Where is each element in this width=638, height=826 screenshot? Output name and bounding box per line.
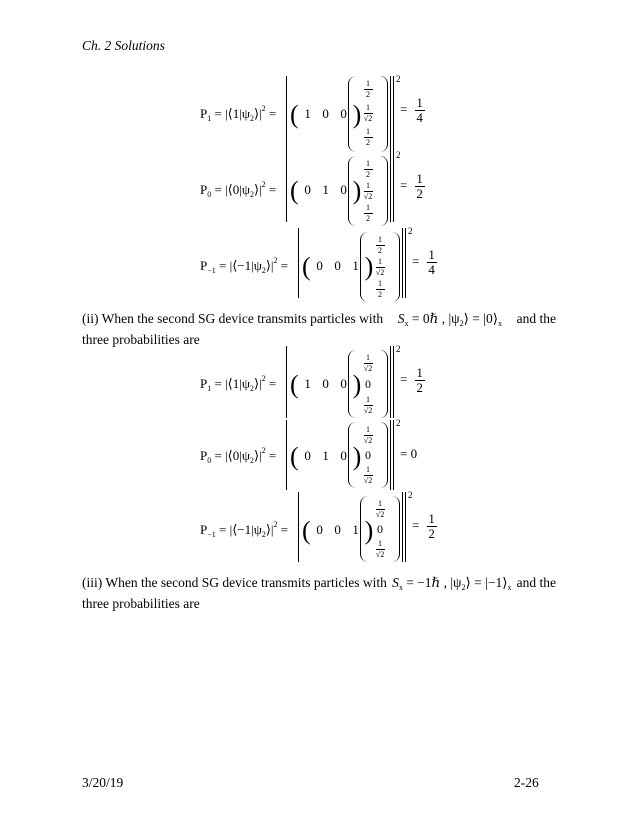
result-value: = $\frac{1}{4}$ (412, 247, 435, 277)
footer-page-number: 2-26 (514, 775, 539, 790)
column-vector: 1 2 1 √2 1 2 (360, 232, 400, 302)
column-vector: 1 2 1 √2 1 2 (348, 156, 388, 226)
equation-pm1-set2: $P_{-1}$ = $|⟨-1|\psi_2⟩|^2$ = ( 0 0 1 ) 1 √2 0 1 √2 2 = $\frac{1}{2}$ (200, 492, 450, 572)
equation-p1-set1: $P_1$ = $|⟨1|\psi_2⟩|^2$ = ( 1 0 0 ) 1 2 1 √2 1 2 2 = $\frac{1}{4}$ (200, 76, 440, 156)
row-vector: ( 1 0 0 ) (290, 370, 362, 399)
equation-lhs: $P_0$ = $|⟨0|\psi_2⟩|^2$ = (200, 446, 277, 465)
column-vector: 1 √2 0 1 √2 (348, 422, 388, 488)
equation-p0-set1: $P_0$ = $|⟨0|\psi_2⟩|^2$ = ( 0 1 0 ) 1 2 1 √2 1 2 2 = $\frac{1}{2}$ (200, 152, 440, 232)
row-vector: ( 0 1 0 ) (290, 442, 362, 471)
footer-date: 3/20/19 (82, 775, 124, 790)
result-value: = 0 (400, 446, 418, 461)
equation-lhs: $P_1$ = $|⟨1|\psi_2⟩|^2$ = (200, 374, 277, 393)
equation-p0-set2: $P_0$ = $|⟨0|\psi_2⟩|^2$ = ( 0 1 0 ) 1 √2 0 1 √2 2 = 0 (200, 420, 440, 500)
paragraph-iii: (iii) When the second SG device transmits particles with $S_x$ = −1ℏ , $|\psi_2⟩$ = $|-1⟩_x$ and the three probabilities are (82, 575, 556, 611)
row-vector: ( 0 0 1 ) (302, 252, 374, 281)
equation-lhs: $P_{-1}$ = $|⟨-1|\psi_2⟩|^2$ = (200, 520, 289, 539)
row-vector: ( 0 0 1 ) (302, 516, 374, 545)
result-value: = $\frac{1}{2}$ (400, 365, 423, 395)
equation-pm1-set1: $P_{-1}$ = $|⟨-1|\psi_2⟩|^2$ = ( 0 0 1 ) 1 2 1 √2 1 2 2 = $\frac{1}{4}$ (200, 228, 450, 308)
row-vector: ( 1 0 0 ) (290, 100, 362, 129)
column-vector: 1 √2 0 1 √2 (348, 350, 388, 418)
equation-p1-set2: $P_1$ = $|⟨1|\psi_2⟩|^2$ = ( 1 0 0 ) 1 √2 0 1 √2 2 = $\frac{1}{2}$ (200, 346, 440, 426)
equation-lhs: $P_1$ = $|⟨1|\psi_2⟩|^2$ = (200, 104, 277, 123)
result-value: = $\frac{1}{4}$ (400, 95, 423, 125)
result-value: = $\frac{1}{2}$ (400, 171, 423, 201)
row-vector: ( 0 1 0 ) (290, 176, 362, 205)
column-vector: 1 2 1 √2 1 2 (348, 76, 388, 152)
result-value: = $\frac{1}{2}$ (412, 511, 435, 541)
equation-lhs: $P_0$ = $|⟨0|\psi_2⟩|^2$ = (200, 180, 277, 199)
chapter-header: Ch. 2 Solutions (82, 38, 165, 53)
equation-lhs: $P_{-1}$ = $|⟨-1|\psi_2⟩|^2$ = (200, 256, 289, 275)
paragraph-ii: (ii) When the second SG device transmits particles with $S_x$ = 0ℏ , $|\psi_2⟩$ = $|0⟩_x$ and the three probabilities are (82, 311, 556, 347)
column-vector: 1 √2 0 1 √2 (360, 496, 400, 562)
